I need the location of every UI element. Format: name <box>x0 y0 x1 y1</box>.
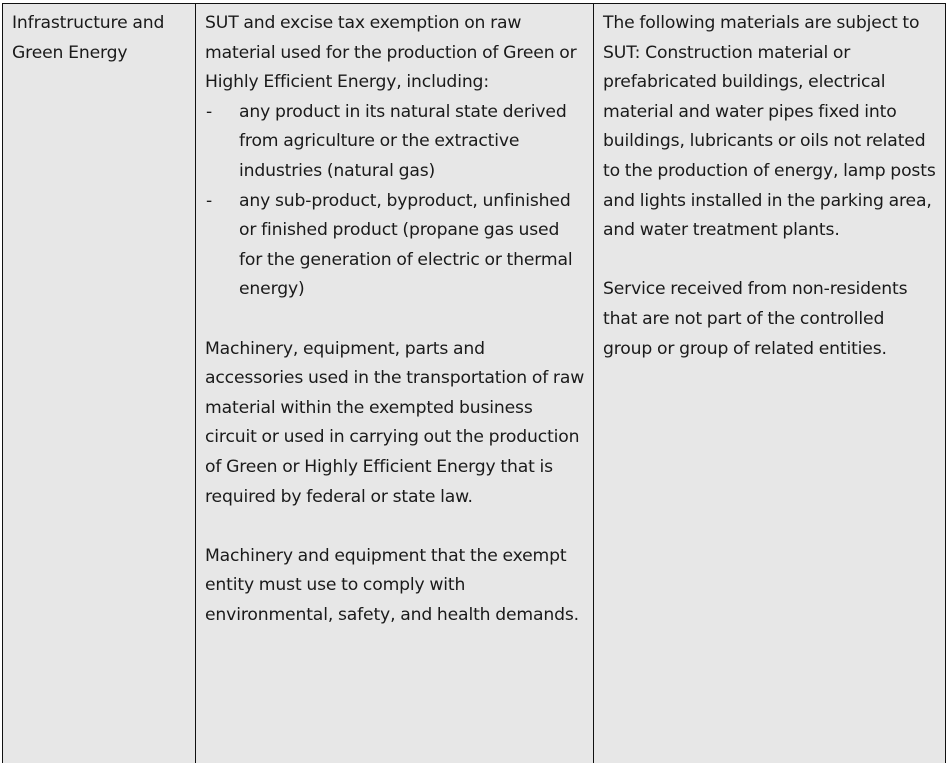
table-row <box>3 4 946 763</box>
paragraph-spacer <box>205 305 585 335</box>
subject-to-sut-materials: The following materials are subject to SUT: Construction material or prefabricated buildings, electrical material and water pipes fixed into buildings, lubricants or oils not related to the production of energy, lamp posts and lights installed in the parking area, and water treatment plants. <box>603 9 937 246</box>
list-item <box>205 187 585 305</box>
list-item <box>205 98 585 187</box>
exemptions-paragraph-machinery-transport: Machinery, equipment, parts and accessories used in the transportation of raw material within the exempted business circuit or used in carrying out the production of Green or Highly Efficient Energy that is required by federal or state law. <box>205 335 585 513</box>
paragraph-spacer <box>205 512 585 542</box>
dash-bullet-icon: - <box>206 98 212 128</box>
tax-exemption-table <box>2 3 946 763</box>
exemptions-list <box>205 98 585 305</box>
subject-to-sut-services: Service received from non-residents that are not part of the controlled group or group of related entities. <box>603 275 937 364</box>
subject-to-sut-cell <box>594 4 946 763</box>
category-label: Infrastructure and Green Energy <box>12 9 187 68</box>
list-item-text: any sub-product, byproduct, unfinished or finished product (propane gas used for the generation of electric or thermal energy) <box>239 191 573 300</box>
paragraph-spacer <box>603 246 937 276</box>
exemptions-cell <box>196 4 594 763</box>
dash-bullet-icon: - <box>206 187 212 217</box>
list-item-text: any product in its natural state derived from agriculture or the extractive industries (natural gas) <box>239 102 567 181</box>
exemptions-intro: SUT and excise tax exemption on raw material used for the production of Green or Highly Efficient Energy, including: <box>205 9 585 98</box>
exemptions-paragraph-machinery-compliance: Machinery and equipment that the exempt entity must use to comply with environmental, safety, and health demands. <box>205 542 585 631</box>
category-cell <box>3 4 196 763</box>
